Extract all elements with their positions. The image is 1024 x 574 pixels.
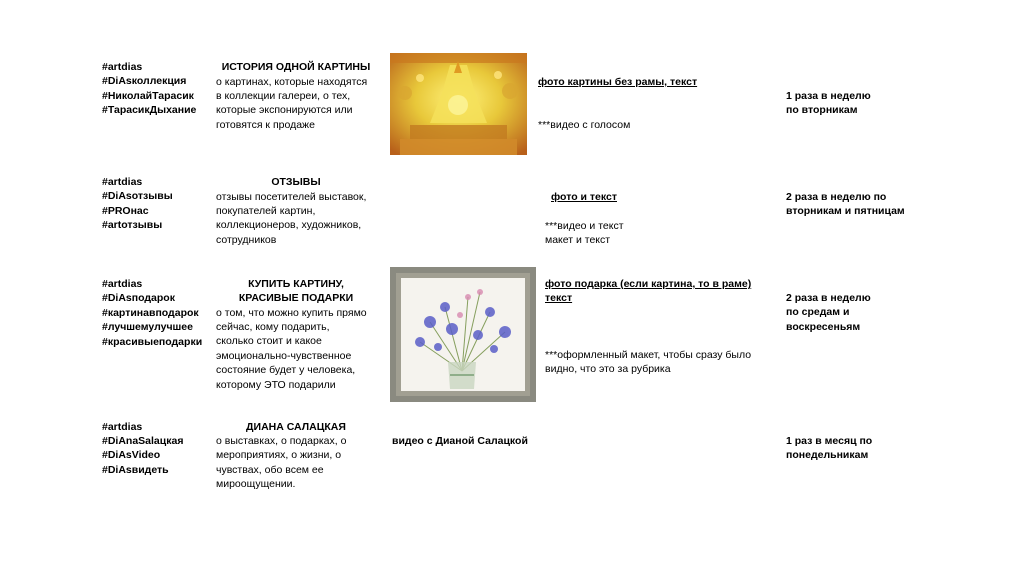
row2-content-a: фото и текст bbox=[551, 190, 617, 203]
row1-title: ИСТОРИЯ ОДНОЙ КАРТИНЫ bbox=[221, 61, 371, 73]
row2-title: ОТЗЫВЫ bbox=[271, 176, 321, 188]
row4-title: ДИАНА САЛАЦКАЯ bbox=[246, 420, 346, 433]
row4-content-a: видео с Дианой Салацкой bbox=[392, 435, 528, 447]
row3-schedule: 2 раза в неделю по средам и воскресеньям bbox=[786, 292, 871, 333]
row2-schedule: 2 раза в неделю по вторникам и пятницам bbox=[786, 190, 905, 217]
row4-description: о выставках, о подарках, о мероприятиях, о жизни, о чувствах, обо всем ее мироощущении. bbox=[216, 435, 347, 491]
row1-content-a: фото картины без рамы, текст bbox=[538, 75, 698, 88]
flower-bouquet-painting-image bbox=[390, 267, 536, 402]
row1-description: о картинах, которые находятся в коллекции галереи, о тех, которые экспонируются или готовятся к продаже bbox=[216, 75, 368, 131]
golden-painting-image bbox=[390, 53, 527, 155]
row3-hashtags: #artdias #DiAsподарок #картинавподарок #лучшемулучшее #красивыеподарки bbox=[102, 278, 203, 348]
row3-content-a: фото подарка (если картина, то в раме) текст bbox=[545, 278, 752, 305]
row3-content-b: ***оформленный макет, чтобы сразу было видно, что это за рубрика bbox=[545, 349, 752, 376]
row3-description: о том, что можно купить прямо сейчас, кому подарить, сколько стоит и какое эмоционально-чувственное состояние будет у человека, которому ЭТО подарили bbox=[216, 306, 367, 391]
row3-title: КУПИТЬ КАРТИНУ, КРАСИВЫЕ ПОДАРКИ bbox=[238, 278, 354, 305]
row1-content-b: ***видео с голосом bbox=[538, 119, 631, 131]
row4-schedule: 1 раз в месяц по понедельникам bbox=[786, 435, 873, 462]
row2-description: отзывы посетителей выставок, покупателей картин, коллекционеров, художников, сотрудников bbox=[216, 190, 367, 246]
row2-content-b: ***видео и текст макет и текст bbox=[545, 219, 624, 246]
row4-hashtags: #artdias #DiAnaSalацкая #DiAsVideo #DiAsвидеть bbox=[102, 420, 184, 476]
row2-hashtags: #artdias #DiAsотзывы #PROнас #artотзывы bbox=[102, 176, 173, 232]
row1-hashtags: #artdias #DiAsколлекция #НиколайТарасик #ТарасикДыхание bbox=[102, 61, 197, 117]
row1-schedule: 1 раза в неделю по вторникам bbox=[786, 90, 871, 117]
